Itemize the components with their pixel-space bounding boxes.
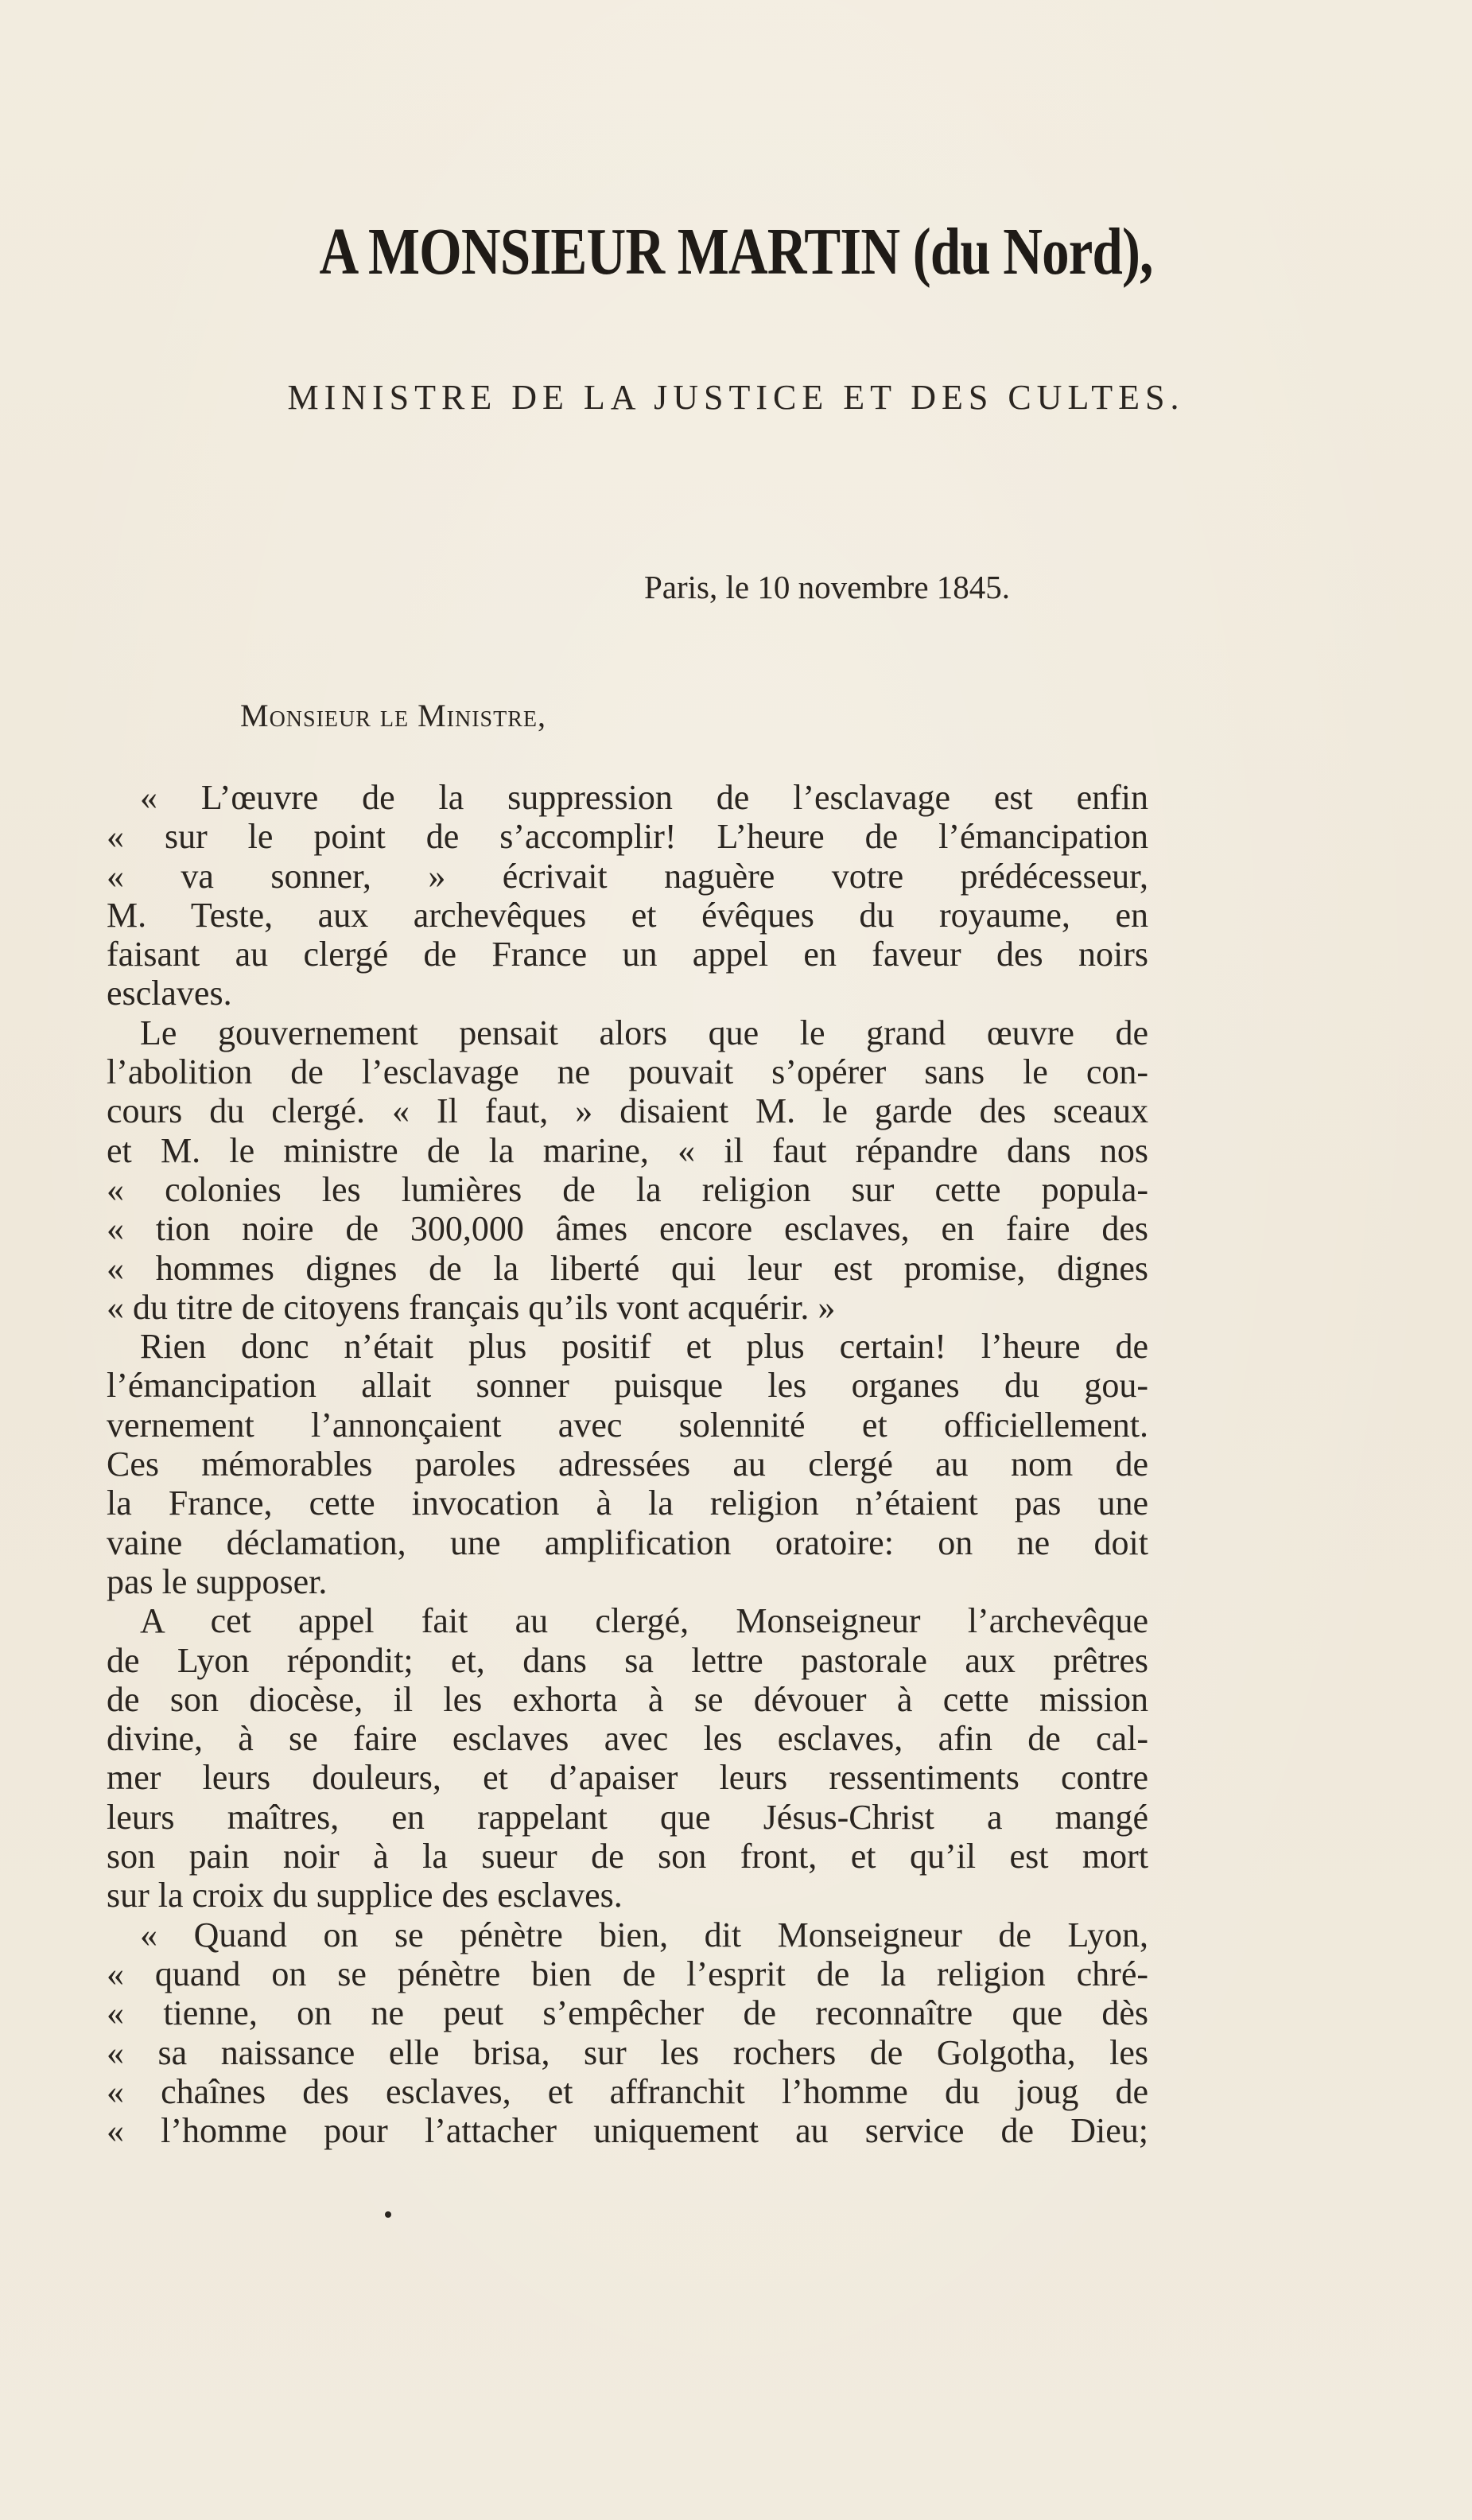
text-line: « Quand on se pénètre bien, dit Monseigneur de Lyon,	[140, 1915, 1148, 1954]
salutation: Monsieur le Ministre,	[240, 698, 547, 733]
text-line: faisant au clergé de France un appel en faveur des noirs	[107, 935, 1148, 974]
text-line: l’abolition de l’esclavage ne pouvait s’opérer sans le con-	[107, 1052, 1148, 1092]
text-line: « du titre de citoyens français qu’ils vont acquérir. »	[107, 1287, 836, 1327]
text-line: « va sonner, » écrivait naguère votre prédécesseur,	[107, 856, 1148, 896]
text-line: et M. le ministre de la marine, « il faut répandre dans nos	[107, 1130, 1148, 1170]
text-line: leurs maîtres, en rappelant que Jésus-Christ a mangé	[107, 1797, 1148, 1837]
text-line: « quand on se pénètre bien de l’esprit de la religion chré-	[107, 1954, 1148, 1993]
text-line: son pain noir à la sueur de son front, et qu’il est mort	[107, 1837, 1148, 1876]
text-line: la France, cette invocation à la religion n’étaient pas une	[107, 1484, 1148, 1523]
text-line: vaine déclamation, une amplification oratoire: on ne doit	[107, 1522, 1148, 1562]
page-subtitle: MINISTRE DE LA JUSTICE ET DES CULTES.	[287, 378, 1185, 417]
text-line: cours du clergé. « Il faut, » disaient M. le garde des sceaux	[107, 1091, 1148, 1131]
text-line: esclaves.	[107, 974, 232, 1013]
text-line: Rien donc n’était plus positif et plus certain! l’heure de	[140, 1327, 1148, 1367]
dateline: Paris, le 10 novembre 1845.	[644, 569, 1011, 605]
text-line: sur la croix du supplice des esclaves.	[107, 1876, 623, 1915]
text-line: « hommes dignes de la liberté qui leur est promise, dignes	[107, 1248, 1148, 1288]
text-line: « l’homme pour l’attacher uniquement au service de Dieu;	[107, 2111, 1148, 2151]
text-line: divine, à se faire esclaves avec les esclaves, afin de cal-	[107, 1719, 1148, 1759]
text-line: « L’œuvre de la suppression de l’esclavage est enfin	[140, 778, 1148, 817]
text-line: M. Teste, aux archevêques et évêques du royaume, en	[107, 895, 1148, 935]
text-line: vernement l’annonçaient avec solennité et officiellement.	[107, 1405, 1148, 1445]
text-line: de son diocèse, il les exhorta à se dévouer à cette mission	[107, 1679, 1148, 1719]
text-line: A cet appel fait au clergé, Monseigneur l’archevêque	[140, 1601, 1148, 1641]
text-line: pas le supposer.	[107, 1561, 328, 1601]
text-line: mer leurs douleurs, et d’apaiser leurs ressentiments contre	[107, 1758, 1148, 1798]
text-line: « colonies les lumières de la religion sur cette popula-	[107, 1169, 1148, 1209]
page-title: A MONSIEUR MARTIN (du Nord),	[319, 215, 1153, 289]
page-mark	[385, 2211, 391, 2218]
text-line: « chaînes des esclaves, et affranchit l’homme du joug de	[107, 2071, 1148, 2111]
text-line: « sa naissance elle brisa, sur les rochers de Golgotha, les	[107, 2032, 1148, 2072]
text-line: l’émancipation allait sonner puisque les organes du gou-	[107, 1366, 1148, 1406]
text-line: Le gouvernement pensait alors que le grand œuvre de	[140, 1013, 1148, 1052]
text-line: « tienne, on ne peut s’empêcher de reconnaître que dès	[107, 1993, 1148, 2033]
body-text	[107, 778, 1148, 2150]
text-line: Ces mémorables paroles adressées au clergé au nom de	[107, 1445, 1148, 1484]
text-line: « tion noire de 300,000 âmes encore esclaves, en faire des	[107, 1209, 1148, 1249]
text-line: de Lyon répondit; et, dans sa lettre pastorale aux prêtres	[107, 1640, 1148, 1680]
text-line: « sur le point de s’accomplir! L’heure de l’émancipation	[107, 817, 1148, 857]
